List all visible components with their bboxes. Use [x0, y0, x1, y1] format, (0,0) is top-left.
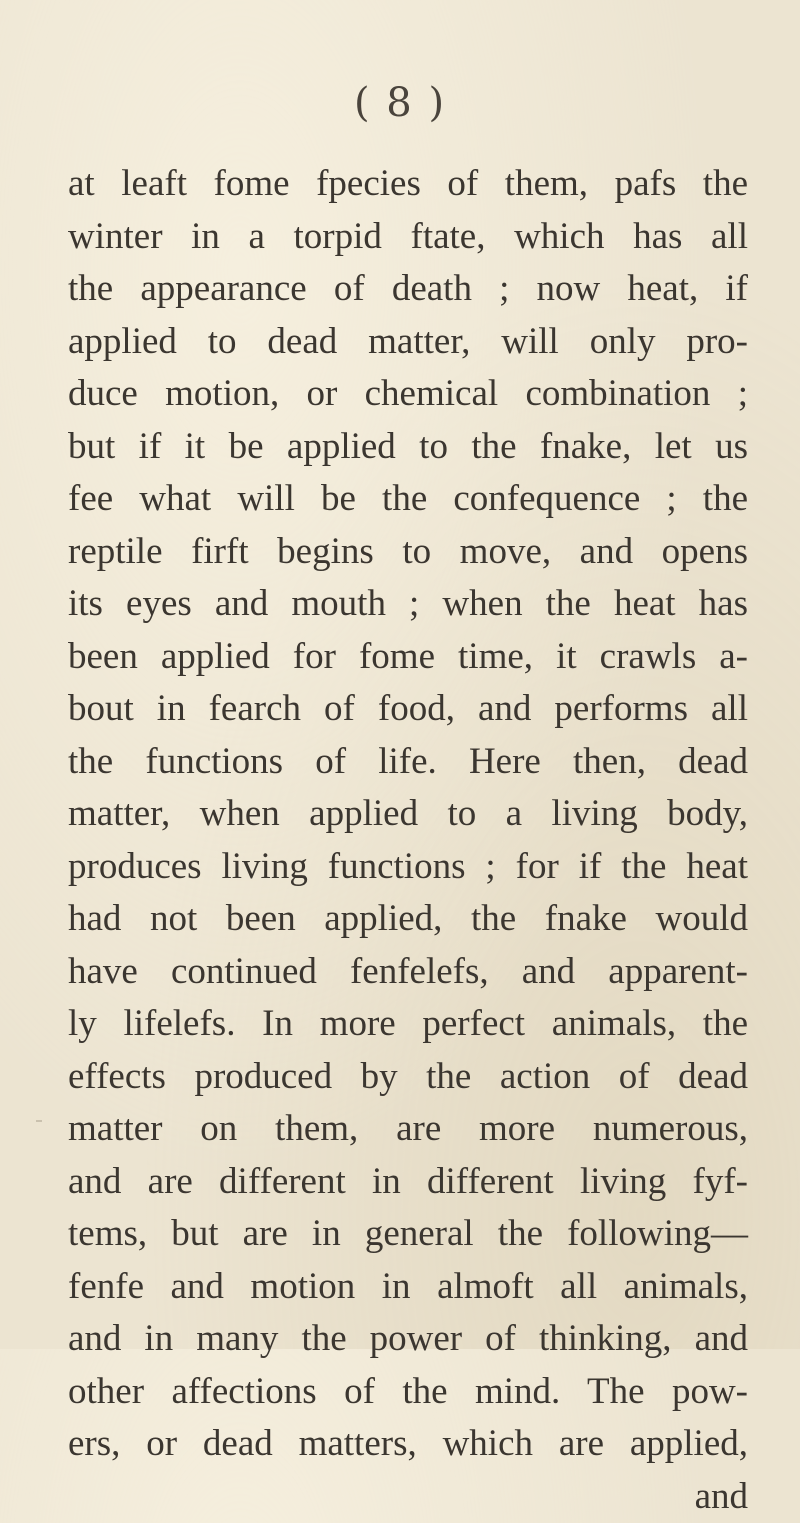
- body-text: [68, 158, 748, 1523]
- text-line: tems, but are in general the following—: [68, 1208, 748, 1261]
- text-line: its eyes and mouth ; when the heat has: [68, 578, 748, 631]
- ink-speck: [36, 1120, 42, 1122]
- text-line: but if it be applied to the fnake, let us: [68, 421, 748, 474]
- text-line: ers, or dead matters, which are applied,: [68, 1418, 748, 1471]
- text-line: and are different in different living fyf-: [68, 1156, 748, 1209]
- text-line: had not been applied, the fnake would: [68, 893, 748, 946]
- text-line: reptile firft begins to move, and opens: [68, 526, 748, 579]
- text-line: duce motion, or chemical combination ;: [68, 368, 748, 421]
- text-line: bout in fearch of food, and performs all: [68, 683, 748, 736]
- text-line: applied to dead matter, will only pro-: [68, 316, 748, 369]
- text-line: have continued fenfelefs, and apparent-: [68, 946, 748, 999]
- text-line: matter on them, are more numerous,: [68, 1103, 748, 1156]
- text-line: matter, when applied to a living body,: [68, 788, 748, 841]
- text-line: winter in a torpid ftate, which has all: [68, 211, 748, 264]
- catchword: and: [68, 1471, 748, 1523]
- text-line: and in many the power of thinking, and: [68, 1313, 748, 1366]
- text-line: the appearance of death ; now heat, if: [68, 263, 748, 316]
- text-line: produces living functions ; for if the heat: [68, 841, 748, 894]
- text-line: other affections of the mind. The pow-: [68, 1366, 748, 1419]
- page-number: ( 8 ): [0, 78, 800, 128]
- text-line: been applied for fome time, it crawls a-: [68, 631, 748, 684]
- text-line: fee what will be the confequence ; the: [68, 473, 748, 526]
- text-line: effects produced by the action of dead: [68, 1051, 748, 1104]
- text-line: at leaft fome fpecies of them, pafs the: [68, 158, 748, 211]
- text-line: the functions of life. Here then, dead: [68, 736, 748, 789]
- text-line: ly lifelefs. In more perfect animals, the: [68, 998, 748, 1051]
- text-line: fenfe and motion in almoft all animals,: [68, 1261, 748, 1314]
